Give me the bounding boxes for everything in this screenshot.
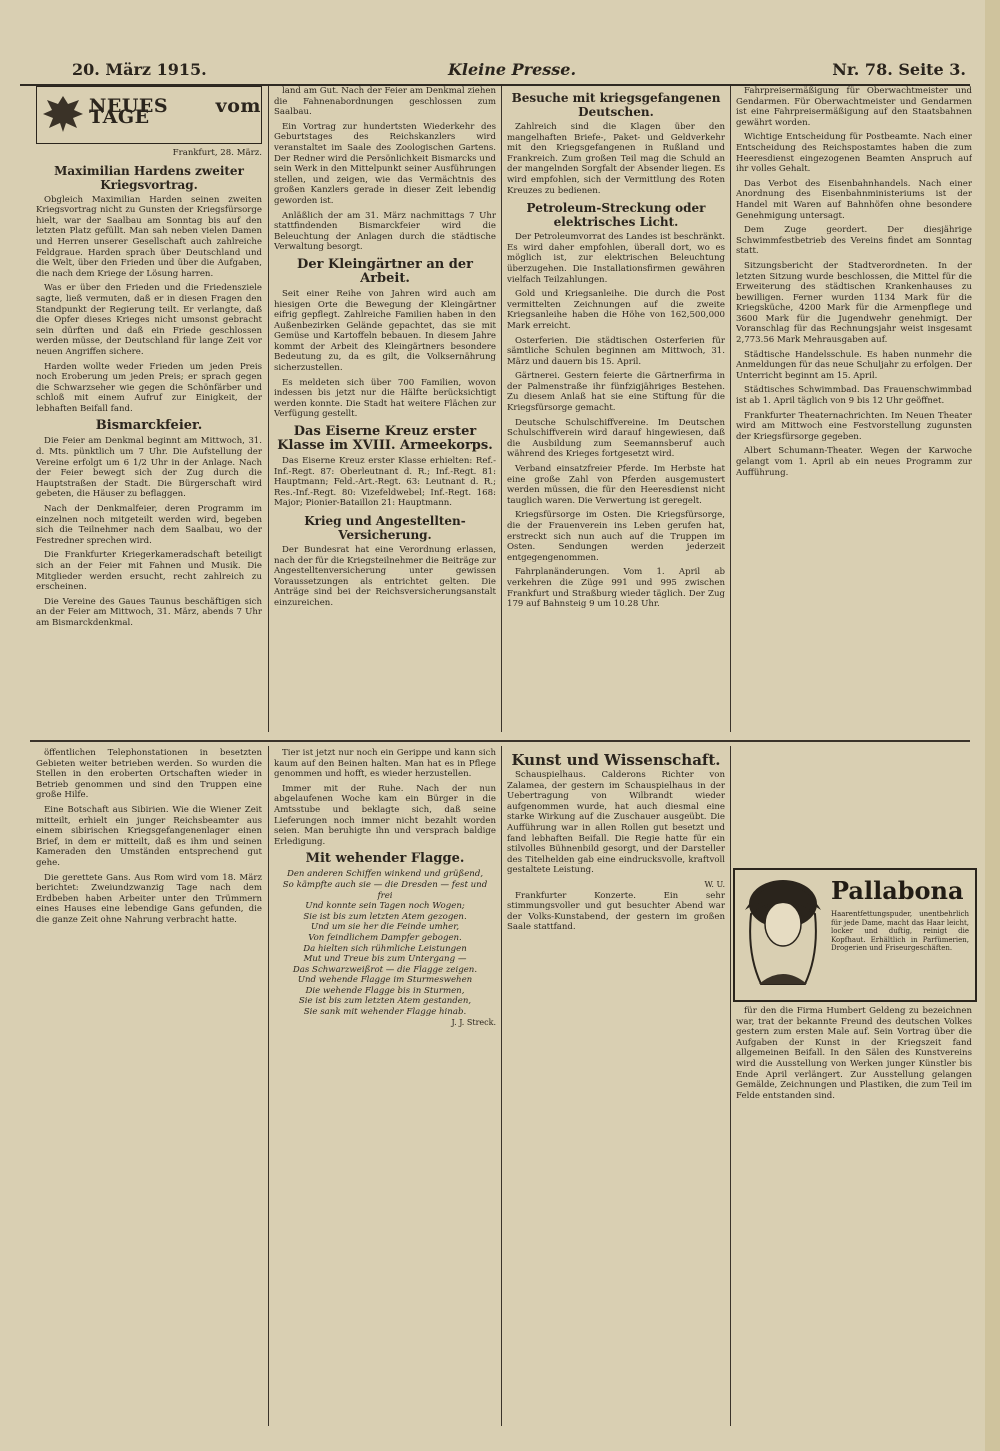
article-paragraph: Anläßlich der am 31. März nachmittags 7 Uhr stattfindenden Bismarckfeier wird die Beleuchtung der Anlagen durch die städtische Verwaltung besorgt. [274, 210, 496, 253]
article-paragraph: Zahlreich sind die Klagen über den mangelhaften Briefe-, Paket- und Geldverkehr mit den Kriegsgefangenen in Rußland und Frankreich. Zum großen Teil mag die Schuld an der mangelnden Sorgfalt der Absender liegen. Es wird empfohlen, sich der Vermittlung des Roten Kreuzes zu bedienen. [507, 122, 725, 196]
article-paragraph: Dem Zuge geordert. Der diesjährige Schwimmfestbetrieb des Vereins findet am Sonntag statt. [736, 225, 972, 257]
bottom-column-3 [507, 748, 725, 1424]
bottom-column-1 [36, 748, 262, 1424]
bottom-column-2 [274, 748, 496, 1424]
column-4 [736, 86, 972, 862]
poem-line: Und konnte sein Tagen noch Wogen; [305, 901, 465, 912]
headline: Bismarckfeier. [95, 418, 203, 434]
poem-line: Und um sie her die Feinde umher, [310, 922, 460, 933]
article-paragraph: Die Frankfurter Kriegerkameradschaft beteiligt sich an der Feier mit Fahnen und Musik. Die Mitglieder werden ersucht, recht zahlreich zu erscheinen. [36, 550, 262, 593]
article-paragraph: Das Eiserne Kreuz erster Klasse erhielten: Ref.-Inf.-Regt. 87: Oberleutnant d. R.; Inf.-Regt. 81: Hauptmann; Feld.-Art.-Regt. 63: Leutnant d. R.; Res.-Inf.-Regt. 80: Vizefeldwebel; Inf.-Regt. 168: Major; Pionier-Bataillon 21: Hauptmann. [274, 456, 496, 509]
poem-line: So kämpfte auch sie — die Dresden — fest und frei [282, 879, 488, 901]
poem-line: Sie sank mit wehender Flagge hinab. [303, 1007, 467, 1018]
poem-line: Von feindlichem Dampfer gebogen. [308, 932, 462, 943]
poem-line: Das Schwarzweißrot — die Flagge zeigen. [292, 964, 478, 975]
woman-portrait-icon [741, 874, 825, 992]
poem-line: Mut und Treue bis zum Untergang — [303, 954, 467, 965]
article-paragraph: Gold und Kriegsanleihe. Die durch die Post vermittelten Zeichnungen auf die zweite Kriegsanleihe haben die Höhe von 162,500,000 Mark erreicht. [507, 289, 725, 331]
headline: Maximilian Hardens zweiter Kriegsvortrag. [54, 163, 244, 192]
issue-number: Nr. 78. Seite 3. [832, 60, 966, 79]
article-paragraph: Städtisches Schwimmbad. Das Frauenschwimmbad ist ab 1. April täglich von 9 bis 12 Uhr geöffnet. [736, 385, 972, 407]
poem-line: Sie ist bis zum letzten Atem gezogen. [303, 911, 467, 922]
article-paragraph: für den die Firma Humbert Geldeng zu bezeichnen war, trat der bekannte Freund des deutschen Volkes gestern zum ersten Male auf. Sein Vortrag über die Aufgaben der Kunst in der Kriegszeit fand allgemeinen Beifall. In den Sälen des Kunstvereins wird die Ausstellung von Werken junger Künstler bis Ende April verlängert. Zur Ausstellung gelangen Gemälde, Zeichnungen und Plastiken, die zum Teil im Felde entstanden sind. [736, 1006, 972, 1101]
article-paragraph: Die gerettete Gans. Aus Rom wird vom 18. März berichtet: Zweiundzwanzig Tage nach dem Erdbeben haben Arbeiter unter den Trümmern eines Hauses eine lebendige Gans gefunden, die die ganze Zeit ohne Nahrung verbracht hatte. [36, 872, 262, 925]
advertisement [733, 868, 977, 1002]
headline: Mit wehender Flagge. [305, 851, 465, 867]
column-1 [36, 86, 262, 734]
poem-author: J. J. Streck. [451, 1017, 496, 1027]
article-paragraph: Obgleich Maximilian Harden seinen zweiten Kriegsvortrag nicht zu Gunsten der Kriegsfürsorge hielt, war der Saalbau am Sonntag bis auf den letzten Platz gefüllt. Man sah neben vielen Damen und Herren unserer Gesellschaft auch zahlreiche Feldgraue. Harden sprach über Deutschland und die Welt, über den Frieden und über die Aufgaben, die nach dem Kriege der Lösung harren. [36, 194, 262, 279]
poem-line: Den anderen Schiffen winkend und grüßend, [286, 869, 484, 880]
column-3 [507, 86, 725, 734]
article-paragraph: Fahrpreisermäßigung für Oberwachtmeister und Gendarmen. Für Oberwachtmeister und Gendarmen ist eine Fahrpreisermäßigung auf den Staatsbahnen gewährt worden. [736, 86, 972, 128]
dateline: Frankfurt, 28. März. [172, 148, 262, 158]
article-paragraph: Immer mit der Ruhe. Nach der nun abgelaufenen Woche kam ein Bürger in die Amtsstube und beklagte sich, daß seine Lieferungen noch immer nicht bezahlt worden seien. Man beruhigte ihn und versprach baldige Erledigung. [274, 783, 496, 847]
article-paragraph: Ein Vortrag zur hundertsten Wiederkehr des Geburtstages des Reichskanzlers wird veranstaltet im Saale des Zoologischen Gartens. Der Redner wird die Persönlichkeit Bismarcks und sein Werk in den Mittelpunkt seiner Ausführungen stellen, und zeigen, wie das Vermächtnis des großen Kanzlers gerade in dieser Zeit lebendig geworden ist. [274, 121, 496, 206]
ad-title: Pallabona [831, 876, 964, 905]
section-headline: Kunst und Wissenschaft. [511, 751, 721, 769]
headline: Das Eiserne Kreuz erster Klasse im XVIII. Armeekorps. [277, 424, 493, 454]
article-paragraph: Städtische Handelsschule. Es haben nunmehr die Anmeldungen für das neue Schuljahr zu erfolgen. Der Unterricht beginnt am 15. April. [736, 349, 972, 381]
article-paragraph: öffentlichen Telephonstationen in besetzten Gebieten weiter betrieben werden. So wurden die Stellen in den eroberten Ortschaften wieder in Betrieb genommen und sind den Truppen eine große Hilfe. [36, 748, 262, 801]
ad-text: Haarentfettungspuder, unentbehrlich für jede Dame, macht das Haar leicht, locker und duftig, reinigt die Kopfhaut. Erhältlich in Parfümerien, Drogerien und Friseurgeschäften. [831, 910, 969, 953]
article-paragraph: Sitzungsbericht der Stadtverordneten. In der letzten Sitzung wurde beschlossen, die Mittel für die Erweiterung des städtischen Krankenhauses zu bewilligen. Ferner wurden 1134 Mark für die Kriegsküche, 4200 Mark für die Armenpflege und 3600 Mark für die Jugendwehr genehmigt. Der Voranschlag für das Rechnungsjahr weist insgesamt 2,773.56 Mark Mehrausgaben auf. [736, 260, 972, 346]
section-title: NEUES vom TAGE [89, 95, 261, 128]
article-paragraph: Was er über den Frieden und die Friedensziele sagte, ließ vermuten, daß er in diesen Fragen den Standpunkt der Regierung teilt. Er verlangte, daß die Opfer dieses Krieges nicht umsonst gebracht sein dürften und daß ein Friede geschlossen werden müsse, der Deutschland für lange Zeit vor neuen Angriffen sichere. [36, 283, 262, 357]
page-edge [985, 0, 1000, 1451]
poem-line: Sie ist bis zum letzten Atem gestanden, [298, 996, 472, 1007]
headline: Petroleum-Streckung oder elektrisches Licht. [526, 201, 706, 230]
paper-name: Kleine Presse. [448, 60, 577, 79]
article-paragraph: Es meldeten sich über 700 Familien, wovon indessen bis jetzt nur die Hälfte berücksichtigt werden konnte. Die Stadt hat weitere Flächen zur Verfügung gestellt. [274, 377, 496, 420]
article-paragraph: Das Verbot des Eisenbahnhandels. Nach einer Anordnung des Eisenbahnministeriums ist der Handel mit Waren auf Bahnhöfen ohne besondere Genehmigung untersagt. [736, 178, 972, 221]
article-paragraph: Nach der Denkmalfeier, deren Programm im einzelnen noch mitgeteilt werden wird, begeben sich die Teilnehmer nach dem Saalbau, wo der Festredner sprechen wird. [36, 504, 262, 546]
article-paragraph: Wichtige Entscheidung für Postbeamte. Nach einer Entscheidung des Reichspostamtes haben die zum Heeresdienst eingezogenen Beamten Anspruch auf ihr volles Gehalt. [736, 132, 972, 175]
poem-line: Die wehende Flagge bis in Sturmen, [305, 985, 465, 996]
article-paragraph: Kriegsfürsorge im Osten. Die Kriegsfürsorge, die der Frauenverein ins Leben gerufen hat, erstreckt sich nun auch auf die Truppen im Osten. Sendungen werden jederzeit entgegengenommen. [507, 510, 725, 563]
article-paragraph: Albert Schumann-Theater. Wegen der Karwoche gelangt vom 1. April ab ein neues Programm zur Aufführung. [736, 446, 972, 478]
article-paragraph: Schauspielhaus. Calderons Richter von Zalamea, der gestern im Schauspielhaus in der Uebertragung von Wilbrandt wieder aufgenommen wurde, hat auch diesmal eine starke Wirkung auf die Zuschauer ausgeübt. Die Aufführung war in allen Rollen gut besetzt und fand lebhaften Beifall. Die Regie hatte für ein stilvolles Bühnenbild gesorgt, und der Darsteller des Titelhelden gab eine eindrucksvolle, kraftvoll gestaltete Leistung. [507, 770, 725, 876]
article-paragraph: Die Vereine des Gaues Taunus beschäftigen sich an der Feier am Mittwoch, 31. März, abends 7 Uhr am Bismarckdenkmal. [36, 596, 262, 628]
article-paragraph: Der Bundesrat hat eine Verordnung erlassen, nach der für die Kriegsteilnehmer die Beiträge zur Angestelltenversicherung unter gewissen Voraussetzungen als entrichtet gelten. Die Anträge sind bei der Reichsversicherungsanstalt einzureichen. [274, 545, 496, 608]
article-paragraph: Die Feier am Denkmal beginnt am Mittwoch, 31. d. Mts. pünktlich um 7 Uhr. Die Aufstellung der Vereine erfolgt um 6 1/2 Uhr in der Anlage. Nach der Feier bewegt sich der Zug durch die Hauptstraßen der Stadt. Die Bürgerschaft wird gebeten, die Häuser zu beflaggen. [36, 436, 262, 500]
headline: Der Kleingärtner an der Arbeit. [297, 256, 473, 286]
page-header [20, 60, 970, 86]
poem-line: Und wehende Flagge im Sturmeswehen [297, 975, 473, 986]
article-paragraph: Gärtnerei. Gestern feierte die Gärtnerfirma in der Palmenstraße ihr fünfzigjähriges Bestehen. Zu diesem Anlaß hat sie eine Stiftung für die Kriegsfürsorge gemacht. [507, 371, 725, 414]
headline: Besuche mit kriegsgefangenen Deutschen. [511, 91, 721, 119]
poem-line: Da hielten sich rühmliche Leistungen [303, 943, 467, 954]
article-paragraph: Frankfurter Konzerte. Ein sehr stimmungsvoller und gut besuchter Abend war der Volks-Kunstabend, der gestern im großen Saale stattfand. [507, 890, 725, 933]
article-paragraph: Deutsche Schulschiffvereine. Im Deutschen Schulschiffverein wird darauf hingewiesen, daß die Ausbildung zum Seemannsberuf auch während des Krieges fortgesetzt wird. [507, 417, 725, 460]
article-paragraph: Seit einer Reihe von Jahren wird auch am hiesigen Orte die Bewegung der Kleingärtner eifrig gepflegt. Zahlreiche Familien haben in den Außenbezirken Gelände gepachtet, das sie mit Gemüse und Kartoffeln bebauen. In diesem Jahre kommt der Arbeit des Kleingärtners besondere Bedeutung zu, da es gilt, die Volksernährung sicherzustellen. [274, 288, 496, 374]
headline: Krieg und Angestellten-Versicherung. [304, 514, 466, 542]
article-paragraph: Verband einsatzfreier Pferde. Im Herbste hat eine große Zahl von Pferden ausgemustert werden müssen, die für den Heeresdienst nicht tauglich waren. Die Verwertung ist geregelt. [507, 464, 725, 506]
article-paragraph: Tier ist jetzt nur noch ein Gerippe und kann sich kaum auf den Beinen halten. Man hat es in Pflege genommen und hofft, es wieder herzustellen. [274, 748, 496, 780]
article-paragraph: land am Gut. Nach der Feier am Denkmal ziehen die Fahnenabordnungen geschlossen zum Saalbau. [274, 86, 496, 118]
poem [274, 869, 496, 1017]
section-logo [36, 86, 262, 144]
bottom-column-4 [736, 1006, 972, 1424]
article-paragraph: Harden wollte weder Frieden um jeden Preis noch Eroberung um jeden Preis; er sprach gegen die Schwarzseher wie gegen die Schönfärber und schloß mit einem Aufruf zur Einigkeit, der lebhaften Beifall fand. [36, 361, 262, 414]
author-signature: W. U. [704, 879, 725, 889]
article-paragraph: Der Petroleumvorrat des Landes ist beschränkt. Es wird daher empfohlen, überall dort, wo es möglich ist, zur elektrischen Beleuchtung überzugehen. Die Installationsfirmen gewähren vielfach Teilzahlungen. [507, 232, 725, 285]
eagle-icon [41, 92, 85, 136]
article-paragraph: Frankfurter Theaternachrichten. Im Neuen Theater wird am Mittwoch eine Festvorstellung zugunsten der Kriegsfürsorge gegeben. [736, 410, 972, 442]
article-paragraph: Fahrplanänderungen. Vom 1. April ab verkehren die Züge 991 und 995 zwischen Frankfurt und Straßburg wieder täglich. Der Zug 179 auf Bahnsteig 9 um 10.28 Uhr. [507, 567, 725, 610]
issue-date: 20. März 1915. [72, 60, 207, 79]
article-paragraph: Osterferien. Die städtischen Osterferien für sämtliche Schulen beginnen am Mittwoch, 31. März und dauern bis 15. April. [507, 335, 725, 367]
column-2 [274, 86, 496, 734]
article-paragraph: Eine Botschaft aus Sibirien. Wie die Wiener Zeit mitteilt, erhielt ein junger Reichsbeamter aus einem sibirischen Kriegsgefangenenlager einen Brief, in dem er mitteilt, daß es ihm und seinen Kameraden den Umständen entsprechend gut gehe. [36, 804, 262, 868]
